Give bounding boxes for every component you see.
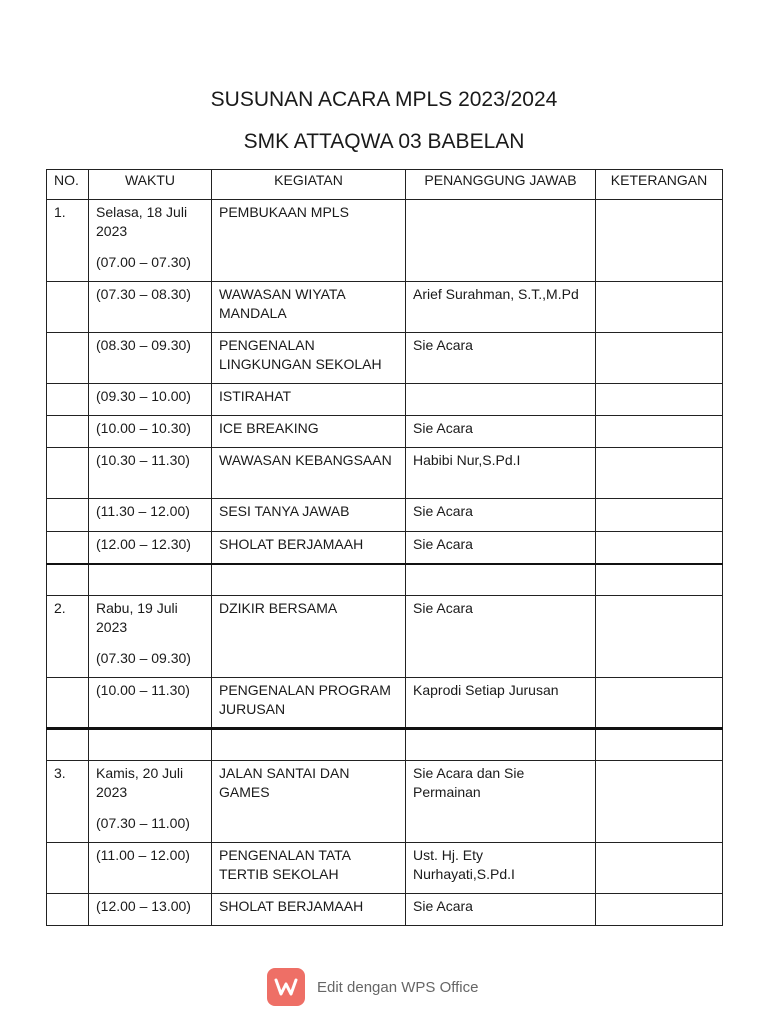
- activity-cell: SHOLAT BERJAMAAH: [212, 893, 406, 925]
- column-header-kegiatan: KEGIATAN: [212, 170, 406, 200]
- pic-cell: [406, 384, 596, 416]
- activity-cell: PENGENALAN TATA TERTIB SEKOLAH: [212, 842, 406, 893]
- time-cell: (08.30 – 09.30): [89, 333, 212, 384]
- schedule-table: [46, 169, 723, 926]
- day-date: Selasa, 18 Juli 2023: [96, 204, 188, 239]
- day-date: Kamis, 20 Juli 2023: [96, 764, 184, 800]
- table-header-row: [47, 170, 723, 200]
- activity-cell: DZIKIR BERSAMA: [212, 595, 406, 677]
- activity-cell: PENGENALAN PROGRAM JURUSAN: [212, 677, 406, 728]
- activity-cell: SESI TANYA JAWAB: [212, 499, 406, 532]
- time-cell: (07.30 – 08.30): [89, 282, 212, 333]
- table-row: [47, 200, 723, 282]
- day-date: Rabu, 19 Juli 2023: [96, 599, 178, 635]
- time-cell: [89, 760, 212, 842]
- pic-cell: Sie Acara: [406, 333, 596, 384]
- note-cell: [596, 499, 723, 532]
- row-number: 3.: [47, 760, 89, 842]
- column-header-no: NO.: [47, 170, 89, 200]
- note-cell: [596, 595, 723, 677]
- column-header-penanggung-jawab: PENANGGUNG JAWAB: [406, 170, 596, 200]
- time-cell: (10.30 – 11.30): [89, 448, 212, 499]
- pic-cell: Ust. Hj. Ety Nurhayati,S.Pd.I: [406, 842, 596, 893]
- row-number: [47, 416, 89, 448]
- table-row: [47, 499, 723, 532]
- column-header-keterangan: KETERANGAN: [596, 170, 723, 200]
- activity-cell: JALAN SANTAI DAN GAMES: [212, 760, 406, 842]
- time-range: (07.30 – 09.30): [96, 649, 191, 666]
- row-number: 2.: [47, 595, 89, 677]
- row-number: [47, 499, 89, 532]
- note-cell: [596, 448, 723, 499]
- pic-cell: Sie Acara dan Sie Permainan: [406, 760, 596, 842]
- pic-cell: Sie Acara: [406, 893, 596, 925]
- note-cell: [596, 842, 723, 893]
- note-cell: [596, 893, 723, 925]
- table-row: [47, 842, 723, 893]
- time-cell: (09.30 – 10.00): [89, 384, 212, 416]
- table-row: [47, 448, 723, 499]
- wps-office-logo-icon: [267, 968, 305, 1006]
- pic-cell: Sie Acara: [406, 416, 596, 448]
- activity-cell: ISTIRAHAT: [212, 384, 406, 416]
- table-row: [47, 760, 723, 842]
- pic-cell: Sie Acara: [406, 532, 596, 564]
- pic-cell: Sie Acara: [406, 595, 596, 677]
- pic-cell: Sie Acara: [406, 499, 596, 532]
- table-row: [47, 384, 723, 416]
- row-number: [47, 677, 89, 728]
- time-cell: [89, 595, 212, 677]
- note-cell: [596, 282, 723, 333]
- activity-cell: PENGENALAN LINGKUNGAN SEKOLAH: [212, 333, 406, 384]
- time-cell: (10.00 – 10.30): [89, 416, 212, 448]
- activity-cell: ICE BREAKING: [212, 416, 406, 448]
- row-number: [47, 448, 89, 499]
- row-number: 1.: [47, 200, 89, 282]
- edit-with-wps-link[interactable]: Edit dengan WPS Office: [317, 978, 479, 996]
- document-subtitle: SMK ATTAQWA 03 BABELAN: [243, 130, 525, 153]
- time-cell: [89, 200, 212, 282]
- pic-cell: Habibi Nur,S.Pd.I: [406, 448, 596, 499]
- row-number: [47, 532, 89, 564]
- time-range: (07.30 – 11.00): [96, 814, 190, 831]
- note-cell: [596, 384, 723, 416]
- row-number: [47, 384, 89, 416]
- note-cell: [596, 333, 723, 384]
- document-title: SUSUNAN ACARA MPLS 2023/2024: [210, 88, 558, 111]
- table-row: [47, 416, 723, 448]
- table-row: [47, 333, 723, 384]
- note-cell: [596, 760, 723, 842]
- table-row: [47, 677, 723, 728]
- table-row: [47, 282, 723, 333]
- wps-edit-banner[interactable]: [267, 968, 478, 1006]
- time-cell: (12.00 – 12.30): [89, 532, 212, 564]
- time-range: (07.00 – 07.30): [96, 254, 191, 270]
- pic-cell: Kaprodi Setiap Jurusan: [406, 677, 596, 728]
- row-number: [47, 893, 89, 925]
- separator-row: [47, 728, 723, 760]
- time-cell: (10.00 – 11.30): [89, 677, 212, 728]
- row-number: [47, 842, 89, 893]
- activity-cell: PEMBUKAAN MPLS: [212, 200, 406, 282]
- activity-cell: WAWASAN WIYATA MANDALA: [212, 282, 406, 333]
- row-number: [47, 333, 89, 384]
- row-number: [47, 282, 89, 333]
- separator-row: [47, 564, 723, 596]
- pic-cell: [406, 200, 596, 282]
- note-cell: [596, 416, 723, 448]
- activity-cell: WAWASAN KEBANGSAAN: [212, 448, 406, 499]
- time-cell: (11.30 – 12.00): [89, 499, 212, 532]
- column-header-waktu: WAKTU: [89, 170, 212, 200]
- time-cell: (11.00 – 12.00): [89, 842, 212, 893]
- time-cell: (12.00 – 13.00): [89, 893, 212, 925]
- table-row: [47, 532, 723, 564]
- note-cell: [596, 200, 723, 282]
- table-row: [47, 893, 723, 925]
- pic-cell: Arief Surahman, S.T.,M.Pd: [406, 282, 596, 333]
- activity-cell: SHOLAT BERJAMAAH: [212, 532, 406, 564]
- table-row: [47, 595, 723, 677]
- note-cell: [596, 677, 723, 728]
- note-cell: [596, 532, 723, 564]
